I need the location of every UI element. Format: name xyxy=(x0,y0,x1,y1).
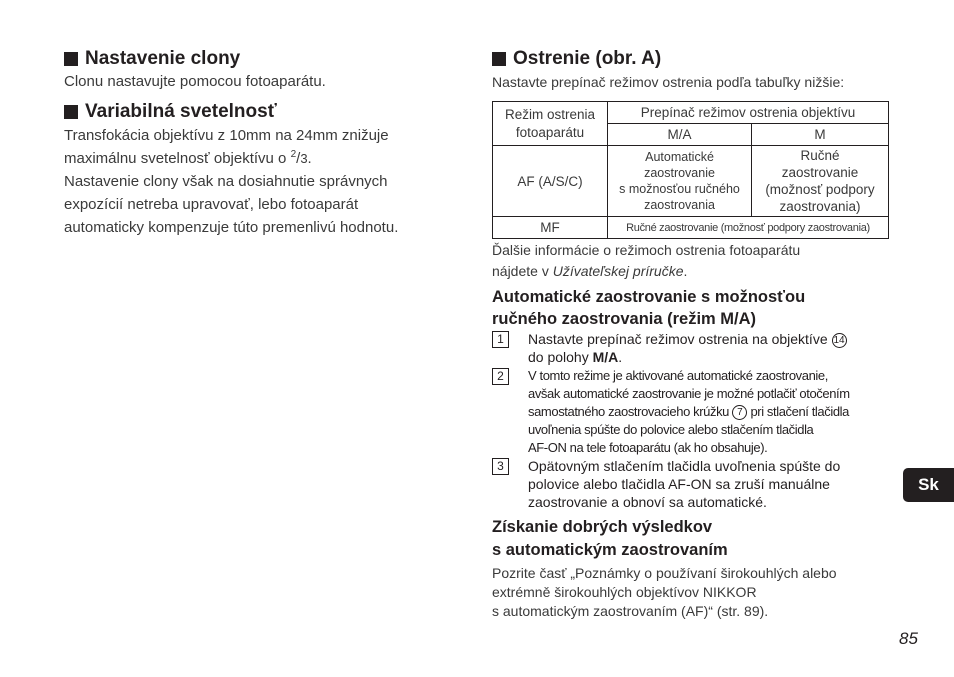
table-row-af-label: AF (A/S/C) xyxy=(493,146,608,217)
aperture-body: Clonu nastavujte pomocou fotoaparátu. xyxy=(64,73,326,90)
table-corner-cell: Režim ostrenia fotoaparátu xyxy=(493,102,608,146)
step-3: 3 Opätovným stlačením tlačidla uvoľnenia spúšte do polovice alebo tlačidla AF-ON sa zruší manuálne zaostrovanie a obnoví sa automatické. xyxy=(492,456,892,512)
focus-heading: Ostrenie (obr. A) xyxy=(492,48,661,70)
aperture-heading: Nastavenie clony xyxy=(64,48,240,70)
table-col-m: M xyxy=(752,124,889,146)
table-cell-mf-value: Ručné zaostrovanie (možnosť podpory zaostrovania) xyxy=(608,217,889,239)
step-2: 2 V tomto režime je aktivované automatické zaostrovanie, avšak automatické zaostrovanie je možné potlačiť otočením samostatného zaostrovacieho krúžku 7 pri stlačení tlačidla uvoľnenia spúšte do polovice alebo stlačením tlačidla AF-ON na tele fotoaparátu (ak ho obsahuje). xyxy=(492,366,892,458)
callout-14-icon: 14 xyxy=(833,335,845,346)
heading-square-icon xyxy=(64,52,78,66)
good-results-heading: Získanie dobrých výsledkov s automatickým zaostrovaním xyxy=(492,518,728,559)
table-cell-af-m: Ručné zaostrovanie (možnosť podpory zaostrovania) xyxy=(752,146,889,217)
ma-mode-heading: Automatické zaostrovanie s možnosťou ručného zaostrovania (režim M/A) xyxy=(492,288,806,328)
variable-aperture-heading: Variabilná svetelnosť xyxy=(64,101,277,123)
language-tab: Sk xyxy=(903,468,954,502)
page-number: 85 xyxy=(899,629,918,648)
step-number: 3 xyxy=(492,458,509,475)
callout-7-icon: 7 xyxy=(732,405,747,420)
heading-square-icon xyxy=(64,105,78,119)
focus-mode-table xyxy=(492,101,889,239)
good-results-body: Pozrite časť „Poznámky o používaní širokouhlých alebo extrémně širokouhlých objektívov NIKKOR s automatickým zaostrovaním (AF)“ (str. 89). xyxy=(492,565,837,619)
heading-square-icon xyxy=(492,52,506,66)
variable-aperture-body: Transfokácia objektívu z 10mm na 24mm znižuje maximálnu svetelnosť objektívu o $^2$/3. Nastavenie clony však na dosiahnutie správnych expozícií netreba upravovať, lebo fotoaparát automaticky kompenzuje túto premenlivú hodnotu. xyxy=(64,127,399,236)
table-switch-header: Prepínač režimov ostrenia objektívu xyxy=(608,102,889,124)
step-number: 1 xyxy=(492,331,509,348)
focus-intro: Nastavte prepínač režimov ostrenia podľa tabuľky nižšie: xyxy=(492,74,845,90)
more-info-text: Ďalšie informácie o režimoch ostrenia fotoaparátu nájdete v Užívateľskej príručke. xyxy=(492,242,801,279)
step-number: 2 xyxy=(492,368,509,385)
user-manual-reference: Užívateľskej príručke xyxy=(552,263,684,279)
step-1: 1 Nastavte prepínač režimov ostrenia na objektíve 14 do polohy M/A. xyxy=(492,329,892,367)
table-col-ma: M/A xyxy=(608,124,752,146)
table-cell-af-ma: Automatické zaostrovanie s možnosťou ručného zaostrovania xyxy=(608,146,752,217)
table-row-mf-label: MF xyxy=(493,217,608,239)
